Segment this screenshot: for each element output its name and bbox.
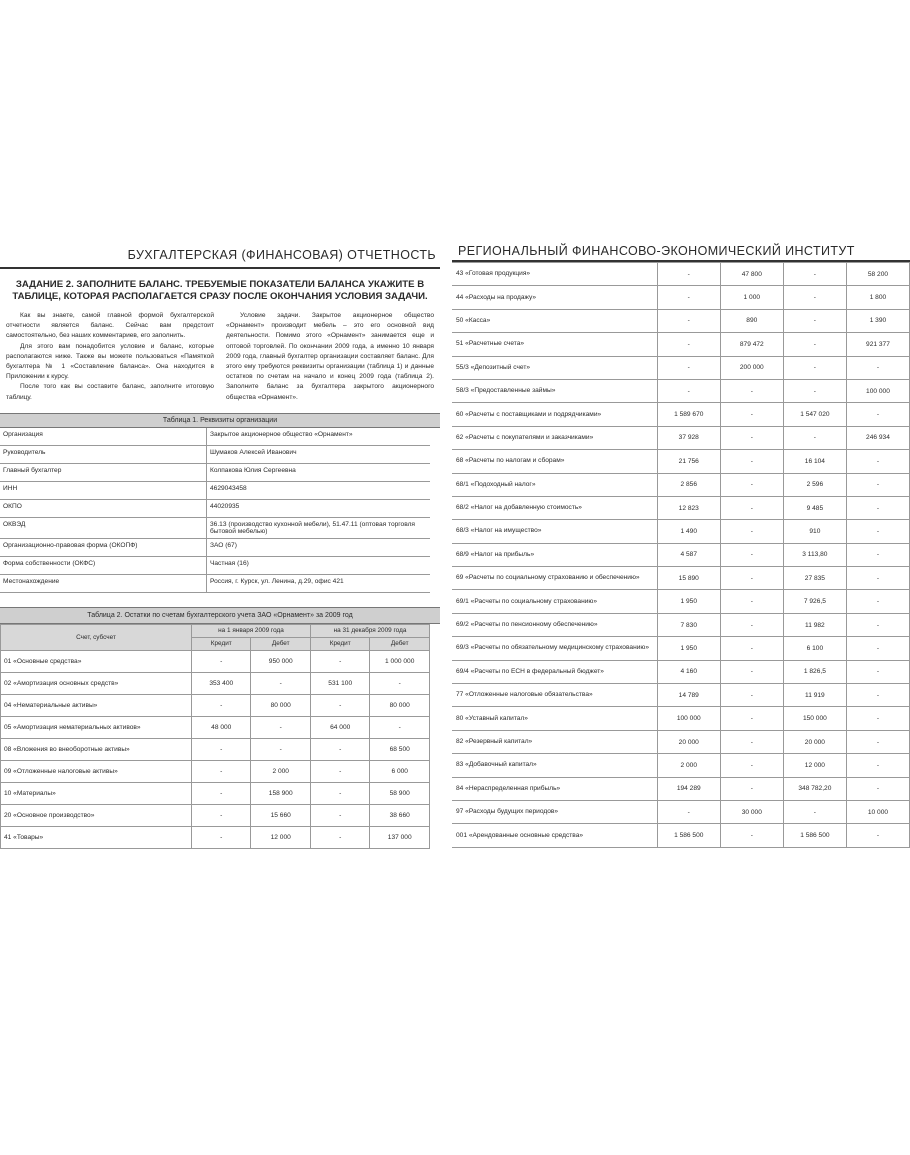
debit-end: -: [846, 707, 909, 730]
credit-start: 14 789: [657, 684, 720, 707]
credit-end: 910: [783, 520, 846, 543]
requisite-value: Частная (16): [207, 556, 431, 574]
account-name: 68/2 «Налог на добавленную стоимость»: [452, 496, 657, 519]
credit-end: -: [310, 694, 369, 716]
credit-start: -: [192, 694, 251, 716]
credit-end: 7 926,5: [783, 590, 846, 613]
debit-start: -: [720, 543, 783, 566]
table-row: [452, 824, 910, 847]
debit-end: -: [846, 567, 909, 590]
requisite-label: Главный бухгалтер: [0, 463, 207, 481]
account-name: 68/9 «Налог на прибыль»: [452, 543, 657, 566]
debit-end: 921 377: [846, 333, 909, 356]
debit-end: -: [846, 450, 909, 473]
requisite-label: ОКПО: [0, 499, 207, 517]
credit-start: -: [657, 309, 720, 332]
credit-end: -: [783, 426, 846, 449]
table-row: [452, 426, 910, 449]
requisite-row: [0, 428, 430, 446]
credit-end: 9 485: [783, 496, 846, 519]
debit-start: -: [251, 672, 310, 694]
debit-start: 890: [720, 309, 783, 332]
table-row: [452, 800, 910, 823]
account-name: 68/1 «Подоходный налог»: [452, 473, 657, 496]
credit-start: -: [657, 263, 720, 286]
intro-column-2: [226, 311, 434, 403]
account-name: 02 «Амортизация основных средств»: [1, 672, 192, 694]
debit-start: 80 000: [251, 694, 310, 716]
table-row: [452, 333, 910, 356]
account-name: 80 «Уставный капитал»: [452, 707, 657, 730]
requisites-table: [0, 428, 430, 593]
account-name: 69/3 «Расчеты по обязательному медицинскому страхованию»: [452, 637, 657, 660]
credit-start: 4 160: [657, 660, 720, 683]
account-name: 68 «Расчеты по налогам и сборам»: [452, 450, 657, 473]
table-row: [1, 672, 430, 694]
account-name: 68/3 «Налог на имущество»: [452, 520, 657, 543]
requisite-row: [0, 481, 430, 499]
debit-start: 879 472: [720, 333, 783, 356]
table-row: [452, 356, 910, 379]
debit-end: -: [846, 403, 909, 426]
table-row: [1, 716, 430, 738]
debit-end: 1 390: [846, 309, 909, 332]
table-row: [452, 263, 910, 286]
debit-start: -: [720, 684, 783, 707]
column-header-debit-start: Дебет: [251, 637, 310, 650]
credit-start: 48 000: [192, 716, 251, 738]
credit-end: 20 000: [783, 730, 846, 753]
debit-end: 58 900: [370, 782, 430, 804]
credit-end: 150 000: [783, 707, 846, 730]
column-header-credit-end: Кредит: [310, 637, 369, 650]
credit-start: 1 490: [657, 520, 720, 543]
left-running-header: БУХГАЛТЕРСКАЯ (ФИНАНСОВАЯ) ОТЧЕТНОСТЬ: [0, 240, 440, 269]
account-name: 50 «Касса»: [452, 309, 657, 332]
column-header-end: на 31 декабря 2009 года: [310, 624, 429, 637]
credit-start: 1 586 500: [657, 824, 720, 847]
debit-end: 38 660: [370, 804, 430, 826]
account-name: 41 «Товары»: [1, 826, 192, 848]
requisite-label: ОКВЭД: [0, 517, 207, 538]
table-row: [452, 567, 910, 590]
column-header-account: Счет, субсчет: [1, 624, 192, 650]
credit-end: -: [783, 286, 846, 309]
debit-start: -: [720, 403, 783, 426]
requisite-value: Шумаков Алексей Иванович: [207, 445, 431, 463]
debit-end: -: [846, 520, 909, 543]
balances-table: [0, 624, 430, 849]
table-row: [1, 694, 430, 716]
credit-end: 11 982: [783, 613, 846, 636]
account-name: 77 «Отложенные налоговые обязательства»: [452, 684, 657, 707]
credit-start: 353 400: [192, 672, 251, 694]
credit-start: -: [657, 286, 720, 309]
table1-caption: Таблица 1. Реквизиты организации: [0, 413, 440, 428]
debit-start: 158 900: [251, 782, 310, 804]
table-row: [452, 707, 910, 730]
account-name: 43 «Готовая продукция»: [452, 263, 657, 286]
account-name: 09 «Отложенные налоговые активы»: [1, 760, 192, 782]
debit-end: 1 800: [846, 286, 909, 309]
credit-end: 64 000: [310, 716, 369, 738]
credit-start: 194 289: [657, 777, 720, 800]
credit-start: -: [657, 800, 720, 823]
debit-end: 80 000: [370, 694, 430, 716]
table-row: [452, 754, 910, 777]
debit-start: 30 000: [720, 800, 783, 823]
account-name: 69/1 «Расчеты по социальному страхованию»: [452, 590, 657, 613]
credit-end: -: [310, 826, 369, 848]
requisite-row: [0, 574, 430, 592]
credit-end: 12 000: [783, 754, 846, 777]
credit-start: 2 000: [657, 754, 720, 777]
credit-start: 7 830: [657, 613, 720, 636]
table-row: [452, 637, 910, 660]
credit-start: -: [192, 760, 251, 782]
requisite-row: [0, 445, 430, 463]
left-page: [0, 240, 440, 849]
requisite-row: [0, 538, 430, 556]
account-name: 04 «Нематериальные активы»: [1, 694, 192, 716]
account-name: 01 «Основные средства»: [1, 650, 192, 672]
credit-end: -: [783, 309, 846, 332]
credit-start: 4 587: [657, 543, 720, 566]
credit-end: 16 104: [783, 450, 846, 473]
account-name: 44 «Расходы на продажу»: [452, 286, 657, 309]
intro-text: [6, 311, 434, 403]
intro-paragraph: Для этого вам понадобится условие и баланс, которые располагаются ниже. Также вы можете пользоваться «Памяткой бухгалтера № 1 «Составление баланса». Она находится в Приложении к курсу.: [6, 342, 214, 381]
credit-end: -: [783, 356, 846, 379]
debit-end: -: [846, 730, 909, 753]
credit-start: 20 000: [657, 730, 720, 753]
requisite-label: Организация: [0, 428, 207, 446]
requisite-value: 44020935: [207, 499, 431, 517]
debit-end: 137 000: [370, 826, 430, 848]
requisite-value: Колпакова Юлия Сергеевна: [207, 463, 431, 481]
table-row: [452, 450, 910, 473]
task-title: ЗАДАНИЕ 2. ЗАПОЛНИТЕ БАЛАНС. ТРЕБУЕМЫЕ ПОКАЗАТЕЛИ БАЛАНСА УКАЖИТЕ В ТАБЛИЦЕ, КОТОРАЯ РАСПОЛАГАЕТСЯ СРАЗУ ПОСЛЕ ОКОНЧАНИЯ УСЛОВИЯ ЗАДАЧИ.: [12, 279, 428, 302]
requisite-label: Руководитель: [0, 445, 207, 463]
credit-start: -: [192, 826, 251, 848]
requisite-value: 36.13 (производство кухонной мебели), 51.47.11 (оптовая торговля бытовой мебелью): [207, 517, 431, 538]
credit-end: -: [783, 263, 846, 286]
credit-start: 37 928: [657, 426, 720, 449]
debit-start: -: [720, 520, 783, 543]
credit-start: -: [192, 804, 251, 826]
credit-end: 1 826,5: [783, 660, 846, 683]
account-name: 55/3 «Депозитный счет»: [452, 356, 657, 379]
debit-start: -: [720, 450, 783, 473]
account-name: 60 «Расчеты с поставщиками и подрядчиками»: [452, 403, 657, 426]
requisite-row: [0, 517, 430, 538]
requisite-value: Закрытое акционерное общество «Орнамент»: [207, 428, 431, 446]
debit-end: -: [370, 672, 430, 694]
requisite-label: Организационно-правовая форма (ОКОПФ): [0, 538, 207, 556]
credit-end: 6 100: [783, 637, 846, 660]
right-running-header: РЕГИОНАЛЬНЫЙ ФИНАНСОВО-ЭКОНОМИЧЕСКИЙ ИНСТИТУТ: [452, 240, 910, 262]
debit-start: -: [720, 567, 783, 590]
credit-end: -: [310, 760, 369, 782]
debit-start: 15 660: [251, 804, 310, 826]
debit-end: -: [846, 684, 909, 707]
table-row: [452, 473, 910, 496]
credit-start: 2 856: [657, 473, 720, 496]
table-row: [452, 777, 910, 800]
column-header-debit-end: Дебет: [370, 637, 430, 650]
debit-start: -: [720, 613, 783, 636]
requisite-label: Местонахождение: [0, 574, 207, 592]
table-row: [452, 613, 910, 636]
intro-paragraph: После того как вы составите баланс, заполните итоговую таблицу.: [6, 383, 214, 401]
account-name: 82 «Резервный капитал»: [452, 730, 657, 753]
credit-end: 1 547 020: [783, 403, 846, 426]
debit-end: 68 500: [370, 738, 430, 760]
table-row: [452, 684, 910, 707]
account-name: 001 «Арендованные основные средства»: [452, 824, 657, 847]
credit-start: -: [192, 782, 251, 804]
debit-start: -: [720, 590, 783, 613]
balances-table-continued: [452, 262, 910, 848]
debit-start: 2 000: [251, 760, 310, 782]
debit-end: 58 200: [846, 263, 909, 286]
debit-end: -: [846, 824, 909, 847]
intro-paragraph: Условие задачи. Закрытое акционерное общество «Орнамент» производит мебель – это его основной вид деятельности. Помимо этого «Орнамент» занимается еще и оптовой торговлей. По окончании 2009 года, а именно 10 января 2009 года, главный бухгалтер организации составляет баланс. Для этого ему требуются реквизиты организации (таблица 1) и данные остатков по счетам на начало и конец 2009 года (таблица 2). Заполните баланс за бухгалтера закрытого акционерного общества «Орнамент».: [226, 312, 434, 401]
debit-start: -: [720, 707, 783, 730]
debit-end: -: [846, 613, 909, 636]
debit-end: -: [846, 660, 909, 683]
account-name: 83 «Добавочный капитал»: [452, 754, 657, 777]
account-name: 69 «Расчеты по социальному страхованию и обеспечению»: [452, 567, 657, 590]
debit-start: -: [720, 777, 783, 800]
debit-start: -: [720, 637, 783, 660]
credit-end: 531 100: [310, 672, 369, 694]
debit-start: -: [720, 379, 783, 402]
debit-end: -: [846, 637, 909, 660]
debit-start: -: [720, 496, 783, 519]
credit-end: -: [310, 650, 369, 672]
debit-start: 47 800: [720, 263, 783, 286]
account-name: 10 «Материалы»: [1, 782, 192, 804]
credit-end: -: [783, 379, 846, 402]
credit-end: 1 586 500: [783, 824, 846, 847]
debit-start: -: [720, 660, 783, 683]
account-name: 08 «Вложения во внеоборотные активы»: [1, 738, 192, 760]
column-header-credit-start: Кредит: [192, 637, 251, 650]
table-row: [452, 403, 910, 426]
column-header-start: на 1 января 2009 года: [192, 624, 311, 637]
debit-end: 6 000: [370, 760, 430, 782]
table-row: [452, 730, 910, 753]
debit-start: -: [251, 738, 310, 760]
credit-end: 348 782,20: [783, 777, 846, 800]
table-row: [452, 379, 910, 402]
credit-start: -: [657, 333, 720, 356]
debit-end: -: [846, 356, 909, 379]
credit-end: 3 113,80: [783, 543, 846, 566]
account-name: 05 «Амортизация нематериальных активов»: [1, 716, 192, 738]
right-page: [452, 240, 910, 848]
credit-start: -: [657, 379, 720, 402]
debit-end: 100 000: [846, 379, 909, 402]
credit-start: -: [192, 738, 251, 760]
credit-end: -: [310, 782, 369, 804]
table-row: [452, 496, 910, 519]
debit-end: -: [846, 590, 909, 613]
table-row: [452, 543, 910, 566]
debit-end: 10 000: [846, 800, 909, 823]
credit-end: 2 596: [783, 473, 846, 496]
table-row: [1, 650, 430, 672]
credit-end: 27 835: [783, 567, 846, 590]
table-row: [452, 590, 910, 613]
table-row: [452, 520, 910, 543]
credit-start: 100 000: [657, 707, 720, 730]
requisite-value: Россия, г. Курск, ул. Ленина, д.29, офис 421: [207, 574, 431, 592]
account-name: 20 «Основное производство»: [1, 804, 192, 826]
table-row: [452, 286, 910, 309]
debit-end: -: [846, 754, 909, 777]
credit-start: -: [192, 650, 251, 672]
requisite-label: ИНН: [0, 481, 207, 499]
debit-start: 12 000: [251, 826, 310, 848]
account-name: 51 «Расчетные счета»: [452, 333, 657, 356]
requisite-value: ЗАО (67): [207, 538, 431, 556]
account-name: 69/4 «Расчеты по ЕСН в федеральный бюджет»: [452, 660, 657, 683]
credit-start: 1 950: [657, 637, 720, 660]
account-name: 69/2 «Расчеты по пенсионному обеспечению»: [452, 613, 657, 636]
table-row: [1, 804, 430, 826]
debit-end: -: [846, 496, 909, 519]
account-name: 58/3 «Предоставленные займы»: [452, 379, 657, 402]
debit-start: -: [720, 754, 783, 777]
table-row: [1, 782, 430, 804]
account-name: 84 «Нераспределенная прибыль»: [452, 777, 657, 800]
credit-end: -: [310, 804, 369, 826]
credit-start: 1 589 670: [657, 403, 720, 426]
credit-end: 11 919: [783, 684, 846, 707]
intro-column-1: [6, 311, 214, 403]
credit-start: 21 756: [657, 450, 720, 473]
table-row: [452, 660, 910, 683]
debit-start: 1 000: [720, 286, 783, 309]
credit-start: 1 950: [657, 590, 720, 613]
table2-caption: Таблица 2. Остатки по счетам бухгалтерского учета ЗАО «Орнамент» за 2009 год: [0, 607, 440, 624]
requisite-row: [0, 556, 430, 574]
requisite-value: 4629043458: [207, 481, 431, 499]
intro-paragraph: Как вы знаете, самой главной формой бухгалтерской отчетности является баланс. Сейчас вам предстоит самостоятельно, без наших комментариев, его заполнить.: [6, 312, 214, 340]
credit-start: 12 823: [657, 496, 720, 519]
debit-start: -: [720, 426, 783, 449]
table-row: [1, 826, 430, 848]
debit-end: -: [370, 716, 430, 738]
requisite-row: [0, 499, 430, 517]
debit-end: 1 000 000: [370, 650, 430, 672]
credit-start: 15 890: [657, 567, 720, 590]
table-row: [1, 738, 430, 760]
debit-start: -: [720, 730, 783, 753]
requisite-label: Форма собственности (ОКФС): [0, 556, 207, 574]
debit-end: -: [846, 777, 909, 800]
table-row: [1, 760, 430, 782]
account-name: 62 «Расчеты с покупателями и заказчиками»: [452, 426, 657, 449]
credit-end: -: [783, 333, 846, 356]
table-row: [452, 309, 910, 332]
debit-end: -: [846, 543, 909, 566]
debit-start: -: [720, 824, 783, 847]
credit-start: -: [657, 356, 720, 379]
debit-end: 246 934: [846, 426, 909, 449]
debit-start: 200 000: [720, 356, 783, 379]
credit-end: -: [310, 738, 369, 760]
debit-end: -: [846, 473, 909, 496]
debit-start: 950 000: [251, 650, 310, 672]
credit-end: -: [783, 800, 846, 823]
debit-start: -: [251, 716, 310, 738]
account-name: 97 «Расходы будущих периодов»: [452, 800, 657, 823]
requisite-row: [0, 463, 430, 481]
debit-start: -: [720, 473, 783, 496]
